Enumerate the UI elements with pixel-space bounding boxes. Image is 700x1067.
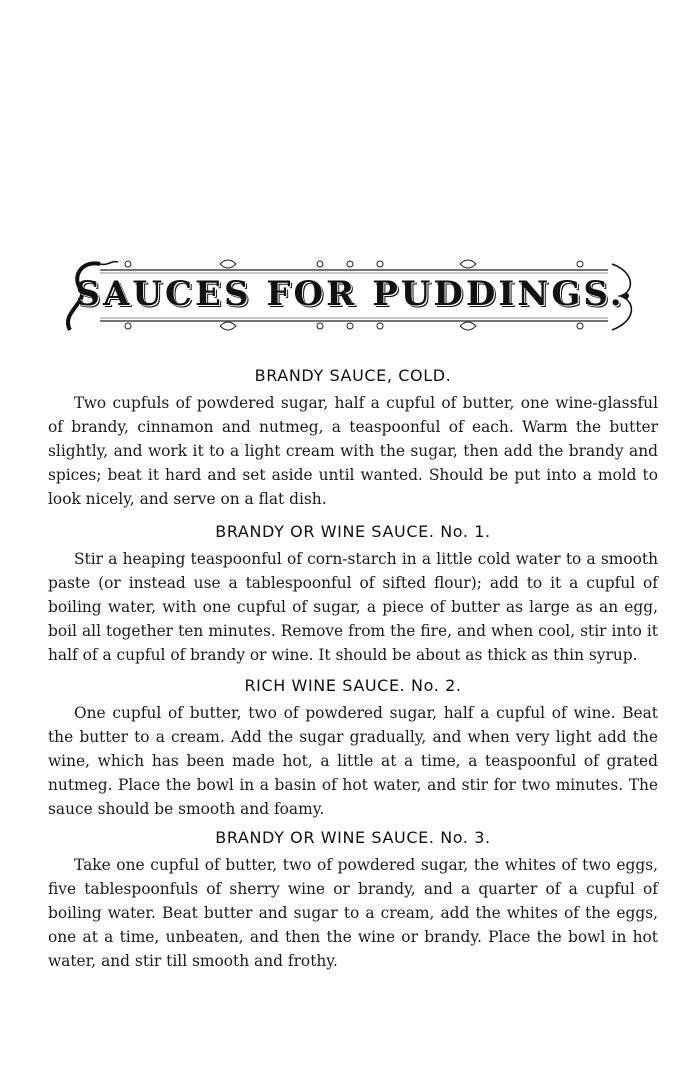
recipe-title: RICH WINE SAUCE. No. 2. [244, 676, 462, 695]
recipe-section [48, 522, 658, 667]
recipe-text: Take one cupful of butter, two of powdered sugar, the whites of two eggs, five tablespoonfuls of sherry wine or brandy, and a quarter of a cupful of boiling water. Beat butter and sugar to a cream, add the whites of the eggs, one at a time, unbeaten, and then the wine or brandy. Place the bowl in hot water, and stir till smooth and frothy. [48, 856, 658, 970]
recipe-text: One cupful of butter, two of powdered sugar, half a cupful of wine. Beat the butter to a cream. Add the sugar gradually, and when very light add the wine, which has been made hot, a little at a time, a teaspoonful of grated nutmeg. Place the bowl in a basin of hot water, and stir for two minutes. The sauce should be smooth and foamy. [48, 704, 658, 818]
recipe-section [48, 676, 658, 821]
page-title: SAUCES FOR PUDDINGS. [75, 274, 625, 314]
recipe-section [48, 366, 658, 511]
recipe-title: BRANDY OR WINE SAUCE. No. 1. [215, 522, 491, 541]
recipe-title: BRANDY SAUCE, COLD. [254, 366, 452, 385]
recipe-section [48, 828, 658, 973]
title-banner [60, 252, 640, 340]
recipe-text: Stir a heaping teaspoonful of corn-starch in a little cold water to a smooth paste (or instead use a tablespoonful of sifted flour); add to it a cupful of boiling water, with one cupful of sugar, a piece of butter as large as an egg, boil all together ten minutes. Remove from the fire, and when cool, stir into it half of a cupful of brandy or wine. It should be about as thick as thin syrup. [48, 550, 658, 664]
recipe-title: BRANDY OR WINE SAUCE. No. 3. [215, 828, 491, 847]
recipe-text: Two cupfuls of powdered sugar, half a cupful of butter, one wine-glassful of brandy, cinnamon and nutmeg, a teaspoonful of each. Warm the butter slightly, and work it to a light cream with the sugar, then add the brandy and spices; beat it hard and set aside until wanted. Should be put into a mold to look nicely, and serve on a flat dish. [48, 394, 658, 508]
